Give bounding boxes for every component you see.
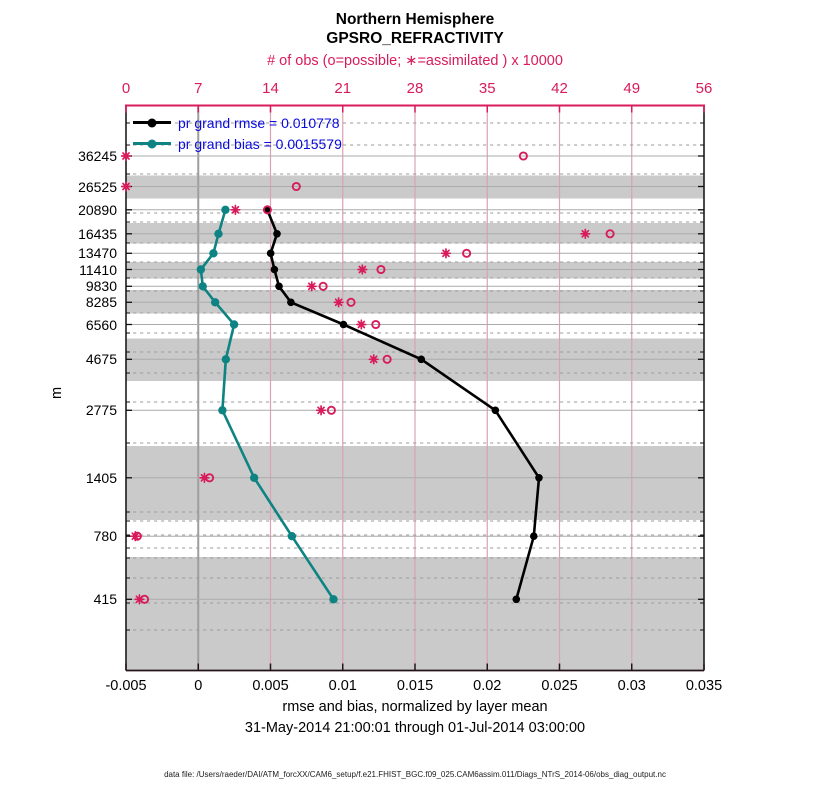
y-level-label-780: 780 [93,528,117,545]
legend-marker-bias [148,139,157,148]
y-level-label-13470: 13470 [78,245,117,262]
y-level-label-6560: 6560 [85,316,117,333]
bias-point [288,532,296,540]
chart-title-region: Northern Hemisphere [335,11,495,28]
bias-point [250,474,258,482]
bias-point [230,320,238,328]
rmse-point [340,321,348,329]
bias-point [197,265,205,273]
assimilated-marker [231,206,240,215]
top-tick-label-49: 49 [623,80,641,97]
legend-line-sample-rmse [133,121,171,124]
top-tick-label-21: 21 [334,80,352,97]
legend-label-rmse: pr grand rmse = 0.010778 [178,114,340,131]
y-level-label-11410: 11410 [79,261,117,278]
rmse-point [271,266,279,274]
bias-point [214,230,222,238]
assimilated-marker [122,152,131,161]
rmse-point [273,230,281,238]
bias-point [222,355,230,363]
top-tick-label-56: 56 [695,80,713,97]
legend-label-bias: pr grand bias = 0.0015579 [178,135,342,152]
bias-point [209,249,217,257]
y-level-label-1405: 1405 [85,469,117,486]
rmse-point [267,250,275,258]
y-level-label-8285: 8285 [85,294,117,311]
bottom-tick-label-0.015: 0.015 [396,678,434,694]
bias-point [218,406,226,414]
y-level-label-26525: 26525 [78,178,117,195]
bottom-tick-label-0.005: 0.005 [252,678,289,694]
bottom-tick-label-0.02: 0.02 [473,678,502,694]
assimilated-marker [317,406,326,415]
top-tick-label-28: 28 [406,80,424,97]
chart-title-variable: GPSRO_REFRACTIVITY [326,30,504,47]
bottom-tick-label-0.03: 0.03 [617,678,646,694]
legend [133,112,342,154]
legend-row-bias [133,133,342,154]
top-axis-label: # of obs (o=possible; ∗=assimilated ) x 10000 [267,53,563,69]
rmse-point [417,356,425,364]
top-tick-label-7: 7 [194,80,203,97]
y-level-label-4675: 4675 [85,351,117,368]
legend-line-sample-bias [133,142,171,145]
bottom-tick-label-0.01: 0.01 [328,678,357,694]
rmse-point [535,474,543,482]
datafile-path: data file: /Users/raeder/DAI/ATM_forcXX/CAM6_setup/f.e21.FHIST_BGC.f09_025.CAM6assim.011/Diags_NTrS_2014-06/obs_diag_output.nc [164,770,666,779]
assimilated-marker [307,282,316,291]
legend-row-rmse [133,112,342,133]
bottom-tick-label-0.025: 0.025 [541,678,578,694]
date-range-label: 31-May-2014 21:00:01 through 01-Jul-2014 03:00:00 [244,720,586,736]
rmse-point [492,407,500,415]
bias-point [211,298,219,306]
y-axis-label: m [49,386,66,400]
bias-point [221,206,229,214]
assimilated-marker [122,182,131,191]
y-level-label-9830: 9830 [85,278,117,295]
bias-point [329,595,337,603]
x-axis-label: rmse and bias, normalized by layer mean [282,699,548,715]
y-level-label-20890: 20890 [78,201,117,218]
legend-marker-rmse [148,118,157,127]
top-tick-label-35: 35 [478,80,496,97]
y-level-label-36245: 36245 [78,148,117,164]
bottom-tick-label--0.005: -0.005 [105,678,147,694]
rmse-point [275,283,283,291]
assimilated-marker [369,355,378,364]
rmse-point [287,299,295,307]
rmse-point [530,532,538,540]
assimilated-marker [581,230,590,239]
bottom-tick-label-0: 0 [194,678,203,694]
top-tick-label-0: 0 [121,80,131,97]
y-level-label-415: 415 [93,591,117,608]
assimilated-marker [357,320,366,329]
bias-point [199,282,207,290]
y-level-label-2775: 2775 [85,402,117,419]
top-tick-label-14: 14 [262,80,279,97]
rmse-point [512,596,520,604]
bottom-tick-label-0.035: 0.035 [685,678,723,694]
top-tick-label-42: 42 [551,80,568,97]
assimilated-marker [442,249,451,258]
assimilated-marker [358,265,367,274]
y-level-label-16435: 16435 [78,225,117,242]
assimilated-marker [334,298,343,307]
